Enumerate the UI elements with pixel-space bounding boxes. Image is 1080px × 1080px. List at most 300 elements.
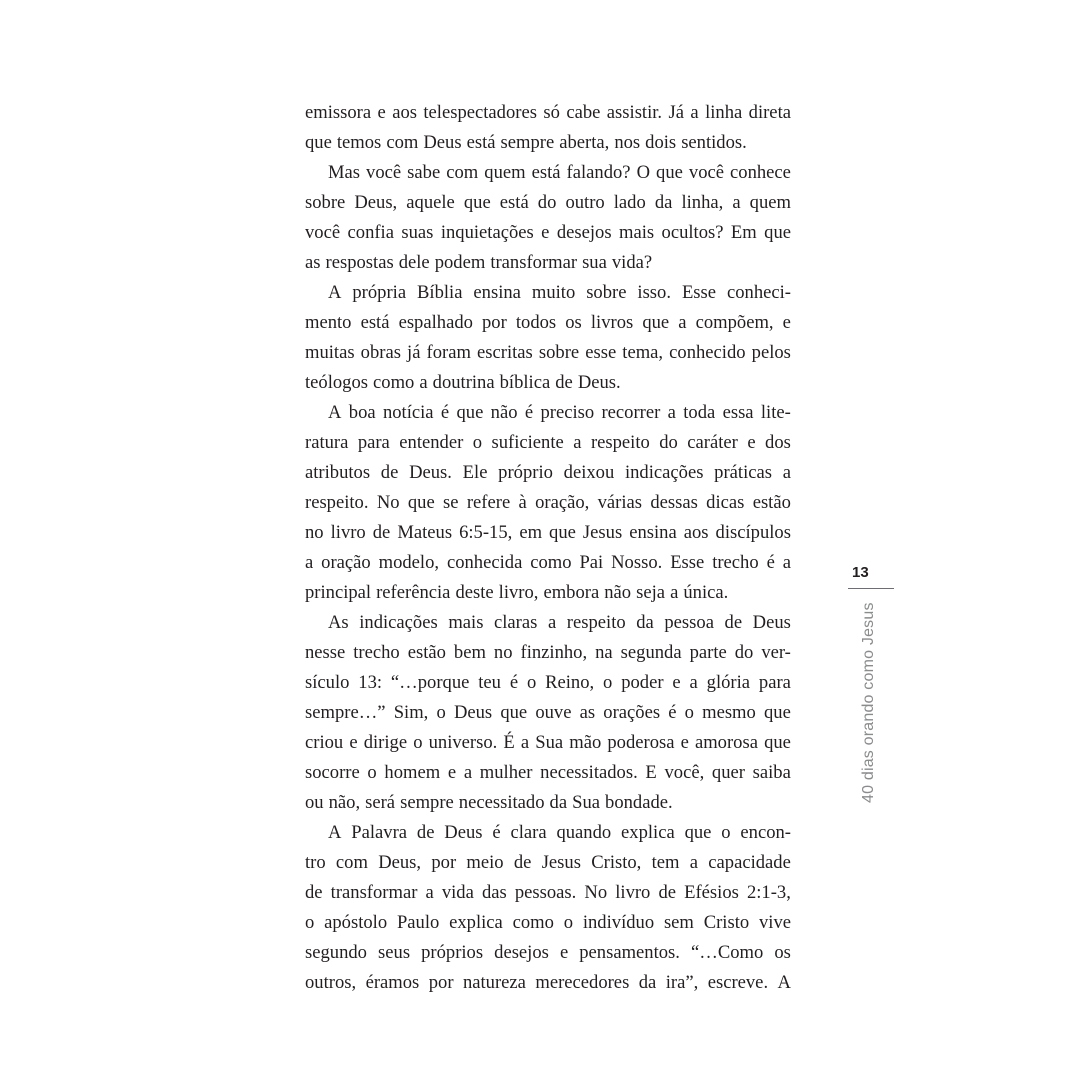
word: poder xyxy=(621,672,664,693)
text-line xyxy=(305,398,791,428)
word: éramos xyxy=(365,972,420,993)
word: o xyxy=(472,432,483,453)
word: as xyxy=(579,702,596,723)
word: por xyxy=(428,972,454,993)
word: oração, xyxy=(535,492,590,513)
word: E xyxy=(645,762,657,783)
word: Esse xyxy=(681,282,717,303)
word: quando xyxy=(556,822,612,843)
word: universo. xyxy=(428,732,498,753)
word: que xyxy=(764,222,791,243)
word: com xyxy=(386,132,419,153)
word: podem xyxy=(434,252,486,273)
word: linha, xyxy=(681,192,724,213)
word: próprio xyxy=(498,462,553,483)
word: sua xyxy=(582,252,607,273)
word: e xyxy=(541,222,550,243)
word: a xyxy=(689,852,699,873)
word: aos xyxy=(683,522,709,543)
word: nesse xyxy=(305,642,346,663)
word: escritas xyxy=(477,342,533,363)
word: mulher xyxy=(479,762,533,783)
word: referência xyxy=(376,582,451,603)
word: assistir. xyxy=(606,102,663,123)
word: refere xyxy=(466,492,511,513)
word: explica xyxy=(449,912,503,933)
word: falando? xyxy=(566,162,631,183)
text-line xyxy=(305,608,791,638)
word: É xyxy=(503,732,515,753)
word: compõem, xyxy=(695,312,774,333)
word: é xyxy=(524,402,534,423)
word: mais xyxy=(448,612,484,633)
word: o xyxy=(721,822,731,843)
word: conhecido xyxy=(669,342,746,363)
word: muitas xyxy=(305,342,355,363)
word: como xyxy=(530,552,572,573)
word: “…porque xyxy=(390,672,470,693)
word: própria xyxy=(352,282,407,303)
word: que xyxy=(764,732,791,753)
text-line xyxy=(305,218,791,248)
word: a xyxy=(573,432,582,453)
text-line xyxy=(305,248,791,278)
text-line xyxy=(305,728,791,758)
word: a xyxy=(419,372,428,393)
word: vive xyxy=(758,912,791,933)
word: criou xyxy=(305,732,344,753)
text-line xyxy=(305,338,791,368)
text-line xyxy=(305,578,791,608)
word: do xyxy=(734,642,754,663)
word: orações xyxy=(603,702,661,723)
word: sempre…” xyxy=(305,702,386,723)
word: 6:5-15, xyxy=(459,522,513,543)
word: Já xyxy=(668,102,684,123)
word: da xyxy=(654,192,673,213)
word: pessoa xyxy=(664,612,714,633)
word: lado xyxy=(613,192,646,213)
word: A xyxy=(328,822,342,843)
word: de xyxy=(416,822,435,843)
word: tema, xyxy=(622,342,664,363)
word: estão xyxy=(407,642,446,663)
word: 13: xyxy=(358,672,383,693)
word: toda xyxy=(683,402,716,423)
word: Reino, xyxy=(545,672,595,693)
word: na xyxy=(595,642,613,663)
word: O xyxy=(636,162,650,183)
word: ver- xyxy=(761,642,791,663)
text-line xyxy=(305,968,791,998)
word: no xyxy=(305,522,324,543)
word: capacidade xyxy=(708,852,791,873)
word: clara xyxy=(510,822,547,843)
word: Sim, xyxy=(393,702,429,723)
word: que xyxy=(456,402,484,423)
text-line xyxy=(305,788,791,818)
word: ratura xyxy=(305,432,349,453)
word: não, xyxy=(328,792,361,813)
word: Esse xyxy=(670,552,705,573)
word: a xyxy=(305,552,314,573)
word: o xyxy=(413,732,423,753)
word: temos xyxy=(336,132,382,153)
text-line xyxy=(305,98,791,128)
word: livro xyxy=(615,882,651,903)
word: dessas xyxy=(650,492,698,513)
word: o xyxy=(684,702,694,723)
word: as xyxy=(305,252,321,273)
word: linha xyxy=(705,102,743,123)
word: a xyxy=(782,462,791,483)
word: de xyxy=(305,882,323,903)
word: ira”, xyxy=(665,972,699,993)
text-line xyxy=(305,128,791,158)
word: Deus xyxy=(444,822,483,843)
word: que xyxy=(305,132,332,153)
word: atributos xyxy=(305,462,371,483)
page-number-rule xyxy=(848,588,894,589)
word: desejos xyxy=(494,942,549,963)
word: das xyxy=(481,882,507,903)
word: Deus xyxy=(423,132,462,153)
word: ouve xyxy=(535,702,572,723)
word: seus xyxy=(378,942,411,963)
word: como xyxy=(373,372,415,393)
word: o xyxy=(305,912,315,933)
text-line xyxy=(305,458,791,488)
word: a xyxy=(690,102,699,123)
word: está xyxy=(360,312,390,333)
word: dos xyxy=(765,432,791,453)
word: mesmo xyxy=(702,702,756,723)
word: e xyxy=(680,732,689,753)
word: práticas xyxy=(714,462,772,483)
word: que xyxy=(656,162,683,183)
text-line xyxy=(305,428,791,458)
word: emissora xyxy=(305,102,372,123)
word: sempre xyxy=(500,132,555,153)
word: glória xyxy=(706,672,751,693)
word: que xyxy=(407,492,435,513)
word: A xyxy=(328,282,342,303)
word: quem xyxy=(749,192,791,213)
word: a xyxy=(520,732,530,753)
word: esse xyxy=(585,342,617,363)
word: para xyxy=(758,672,791,693)
word: bondade. xyxy=(605,792,673,813)
word: a xyxy=(782,552,791,573)
word: notícia xyxy=(382,402,434,423)
word: de xyxy=(555,372,573,393)
word: Pai xyxy=(579,552,604,573)
word: será xyxy=(365,792,396,813)
word: próprios xyxy=(421,942,484,963)
word: transformar xyxy=(330,882,418,903)
word: suas xyxy=(401,222,434,243)
word: é xyxy=(492,822,501,843)
word: foram xyxy=(426,342,471,363)
word: sempre xyxy=(400,792,454,813)
word: meio xyxy=(466,852,504,873)
word: teu xyxy=(478,672,501,693)
word: ensina xyxy=(629,522,677,543)
word: da xyxy=(636,612,654,633)
word: de xyxy=(380,462,399,483)
word: aberta, xyxy=(559,132,610,153)
word: Bíblia xyxy=(417,282,463,303)
word: respeito. xyxy=(305,492,369,513)
word: dele xyxy=(398,252,430,273)
word: explica xyxy=(621,822,675,843)
word: doutrina xyxy=(432,372,495,393)
word: No xyxy=(376,492,400,513)
word: embora xyxy=(543,582,600,603)
word: confia xyxy=(347,222,394,243)
word: transformar xyxy=(490,252,578,273)
text-line xyxy=(305,938,791,968)
word: a xyxy=(732,192,741,213)
word: que xyxy=(549,522,576,543)
word: é xyxy=(668,702,677,723)
word: conhecida xyxy=(446,552,523,573)
word: trecho xyxy=(712,552,759,573)
word: bíblica xyxy=(499,372,551,393)
word: bem xyxy=(453,642,486,663)
word: e xyxy=(559,942,569,963)
word: nos xyxy=(614,132,641,153)
word: pensamentos. xyxy=(579,942,680,963)
word: que xyxy=(763,702,791,723)
word: tem xyxy=(651,852,680,873)
word: amorosa xyxy=(694,732,758,753)
word: da xyxy=(549,792,568,813)
word: Em xyxy=(730,222,757,243)
text-line xyxy=(305,368,791,398)
word: quem xyxy=(484,162,526,183)
word: recorrer xyxy=(601,402,661,423)
word: deixou xyxy=(563,462,615,483)
word: mento xyxy=(305,312,352,333)
word: oração xyxy=(321,552,371,573)
word: com xyxy=(335,852,368,873)
word: do xyxy=(659,432,678,453)
word: vida xyxy=(441,882,474,903)
word: sabe xyxy=(407,162,441,183)
word: mais xyxy=(619,222,655,243)
word: os xyxy=(774,942,791,963)
word: sobre xyxy=(305,192,346,213)
word: Nosso. xyxy=(611,552,663,573)
word: única. xyxy=(683,582,729,603)
text-line xyxy=(305,848,791,878)
word: Deus xyxy=(453,702,493,723)
word: respeito xyxy=(566,612,626,633)
word: merecedores xyxy=(535,972,630,993)
running-head: 40 dias orando como Jesus xyxy=(860,602,877,803)
word: e xyxy=(782,312,791,333)
word: boa xyxy=(348,402,376,423)
word: Deus, xyxy=(378,852,422,873)
word: ocultos? xyxy=(661,222,724,243)
word: entender xyxy=(399,432,464,453)
word: desejos xyxy=(556,222,612,243)
word: já xyxy=(407,342,421,363)
word: estão xyxy=(752,492,791,513)
word: para xyxy=(357,432,390,453)
word: é xyxy=(509,672,519,693)
word: Deus. xyxy=(577,372,621,393)
word: caráter xyxy=(687,432,738,453)
word: dicas xyxy=(706,492,745,513)
word: em xyxy=(519,522,543,543)
word: você xyxy=(688,162,724,183)
word: muito xyxy=(531,282,576,303)
word: Jesus xyxy=(541,852,581,873)
word: outros, xyxy=(305,972,357,993)
word: socorre xyxy=(305,762,360,783)
word: várias xyxy=(597,492,643,513)
word: segunda xyxy=(620,642,682,663)
word: Deus. xyxy=(409,462,452,483)
word: Paulo xyxy=(396,912,440,933)
word: é xyxy=(766,552,775,573)
word: que xyxy=(642,312,670,333)
word: encon- xyxy=(740,822,791,843)
word: de xyxy=(724,612,743,633)
word: não xyxy=(490,402,518,423)
word: sobre xyxy=(586,282,627,303)
word: livro xyxy=(330,522,366,543)
word: está xyxy=(499,192,529,213)
word: que xyxy=(463,192,491,213)
text-line xyxy=(305,548,791,578)
word: com xyxy=(446,162,479,183)
word: a xyxy=(463,762,473,783)
word: ou xyxy=(305,792,324,813)
word: você xyxy=(366,162,402,183)
word: se xyxy=(443,492,459,513)
text-line xyxy=(305,278,791,308)
word: da xyxy=(638,972,657,993)
word: indivíduo xyxy=(582,912,655,933)
word: e xyxy=(377,102,386,123)
word: respeito xyxy=(590,432,650,453)
word: pelos xyxy=(751,342,791,363)
word: livro, xyxy=(498,582,539,603)
word: sentidos. xyxy=(681,132,747,153)
word: pessoas. xyxy=(514,882,577,903)
word: dirige xyxy=(363,732,408,753)
word: sobre xyxy=(538,342,580,363)
text-line xyxy=(305,518,791,548)
word: do xyxy=(537,192,557,213)
word: aquele xyxy=(406,192,455,213)
word: modelo, xyxy=(378,552,440,573)
word: todos xyxy=(515,312,557,333)
word: respostas xyxy=(325,252,394,273)
word: obras xyxy=(360,342,401,363)
word: Efésios xyxy=(684,882,739,903)
word: Sua xyxy=(535,732,564,753)
text-line xyxy=(305,878,791,908)
word: tro xyxy=(305,852,326,873)
word: conhece xyxy=(730,162,791,183)
text-line xyxy=(305,698,791,728)
word: a xyxy=(547,612,557,633)
text-line xyxy=(305,668,791,698)
word: A xyxy=(777,972,791,993)
word: o xyxy=(526,672,537,693)
text-line xyxy=(305,188,791,218)
word: necessitados. xyxy=(540,762,638,783)
word: está xyxy=(466,132,496,153)
text-line xyxy=(305,488,791,518)
word: o xyxy=(436,702,446,723)
word: preciso xyxy=(540,402,595,423)
word: necessitado xyxy=(458,792,545,813)
word: essa xyxy=(722,402,754,423)
word: só xyxy=(543,102,560,123)
word: o xyxy=(603,672,613,693)
word: que xyxy=(500,702,528,723)
word: escreve. xyxy=(707,972,769,993)
word: Cristo xyxy=(703,912,750,933)
word: As xyxy=(328,612,349,633)
word: lite- xyxy=(760,402,791,423)
word: está xyxy=(531,162,561,183)
word: Sua xyxy=(572,792,600,813)
word: 2:1-3, xyxy=(746,882,791,903)
word: você, xyxy=(664,762,705,783)
word: espalhado xyxy=(398,312,473,333)
word: aos xyxy=(392,102,417,123)
word: apóstolo xyxy=(324,912,388,933)
word: e xyxy=(747,432,756,453)
word: parte xyxy=(689,642,727,663)
word: o xyxy=(367,762,377,783)
text-line xyxy=(305,158,791,188)
word: de xyxy=(513,852,532,873)
word: Mas xyxy=(328,162,361,183)
word: segundo xyxy=(305,942,367,963)
word: Palavra xyxy=(351,822,408,843)
word: e xyxy=(447,762,457,783)
word: dois xyxy=(645,132,677,153)
word: de xyxy=(372,522,391,543)
word: a xyxy=(667,402,676,423)
text-line xyxy=(305,638,791,668)
word: ensina xyxy=(473,282,521,303)
page-number: 13 xyxy=(852,564,869,581)
word: trecho xyxy=(353,642,400,663)
word: é xyxy=(440,402,450,423)
word: Jesus xyxy=(582,522,623,543)
word: sículo xyxy=(305,672,350,693)
text-line xyxy=(305,758,791,788)
word: a xyxy=(425,882,434,903)
word: Deus, xyxy=(354,192,398,213)
word: discípulos xyxy=(715,522,791,543)
word: quer xyxy=(711,762,745,783)
word: e xyxy=(349,732,358,753)
word: natureza xyxy=(462,972,526,993)
word: suficiente xyxy=(491,432,564,453)
word: você xyxy=(305,222,341,243)
word: não xyxy=(604,582,632,603)
text-line xyxy=(305,818,791,848)
